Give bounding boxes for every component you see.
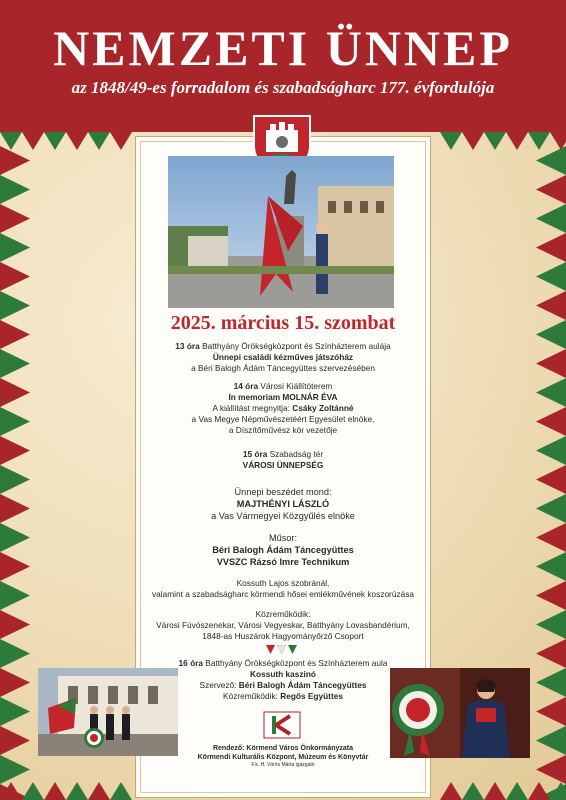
page-title: NEMZETI ÜNNEP — [53, 20, 513, 76]
event-3-program: Műsor: Béri Balogh Ádám Táncegyüttes VVSZC Rázsó Imre Technikum — [212, 533, 354, 567]
event-3-speech: Ünnepi beszédet mond: MAJTHÉNYI LÁSZLÓ a Vas Vármegyei Közgyűlés elnöke — [211, 487, 355, 521]
event-3-heading: 15 óra Szabadság tér VÁROSI ÜNNEPSÉG — [242, 449, 324, 470]
footer-organizer: Rendező: Körmend Város Önkormányzata Körmendi Kulturális Központ, Múzeum és Könyvtár F.k. H. Vörös Márta igazgató — [197, 745, 369, 768]
event-date: 2025. március 15. szombat — [170, 312, 396, 334]
page-subtitle: az 1848/49-es forradalom és szabadságharc 177. évfordulója — [71, 78, 495, 97]
event-4: 16 óra Batthyány Örökségközpont és Színházterem aula Kossuth kaszinó Szervező: Béri Balogh Ádám Táncegyüttes Közreműködik: Regős Együttes — [178, 658, 388, 701]
event-3-contributors: Közreműködik: Városi Fúvószenekar, Városi Vegyeskar, Batthyány Lovasbandérium, 1848-as Huszárok Hagyományőrző Csoport — [156, 609, 410, 641]
event-1: 13 óra Batthyány Örökségközpont és Színházterem aulája Ünnepi családi kézműves játszóház a Béri Balogh Ádám Táncegyüttes szervezésében — [175, 341, 391, 373]
hussars-photo — [38, 668, 178, 756]
event-3-wreath: Kossuth Lajos szobránál, valamint a szabadságharc körmendi hősei emlékművének koszorúzása — [152, 578, 414, 599]
event-2: 14 óra Városi Kiállítóterem In memoriam MOLNÁR ÉVA A kiállítást megnyitja: Csáky Zoltánné a Vas Megye Népművészetéért Egyesület elnöke, a Díszítőművész kör vezetője — [191, 381, 375, 435]
statue-ceremony-photo — [168, 156, 394, 308]
organizer-logo-icon — [262, 710, 302, 740]
tricolor-divider-icon — [266, 645, 298, 655]
